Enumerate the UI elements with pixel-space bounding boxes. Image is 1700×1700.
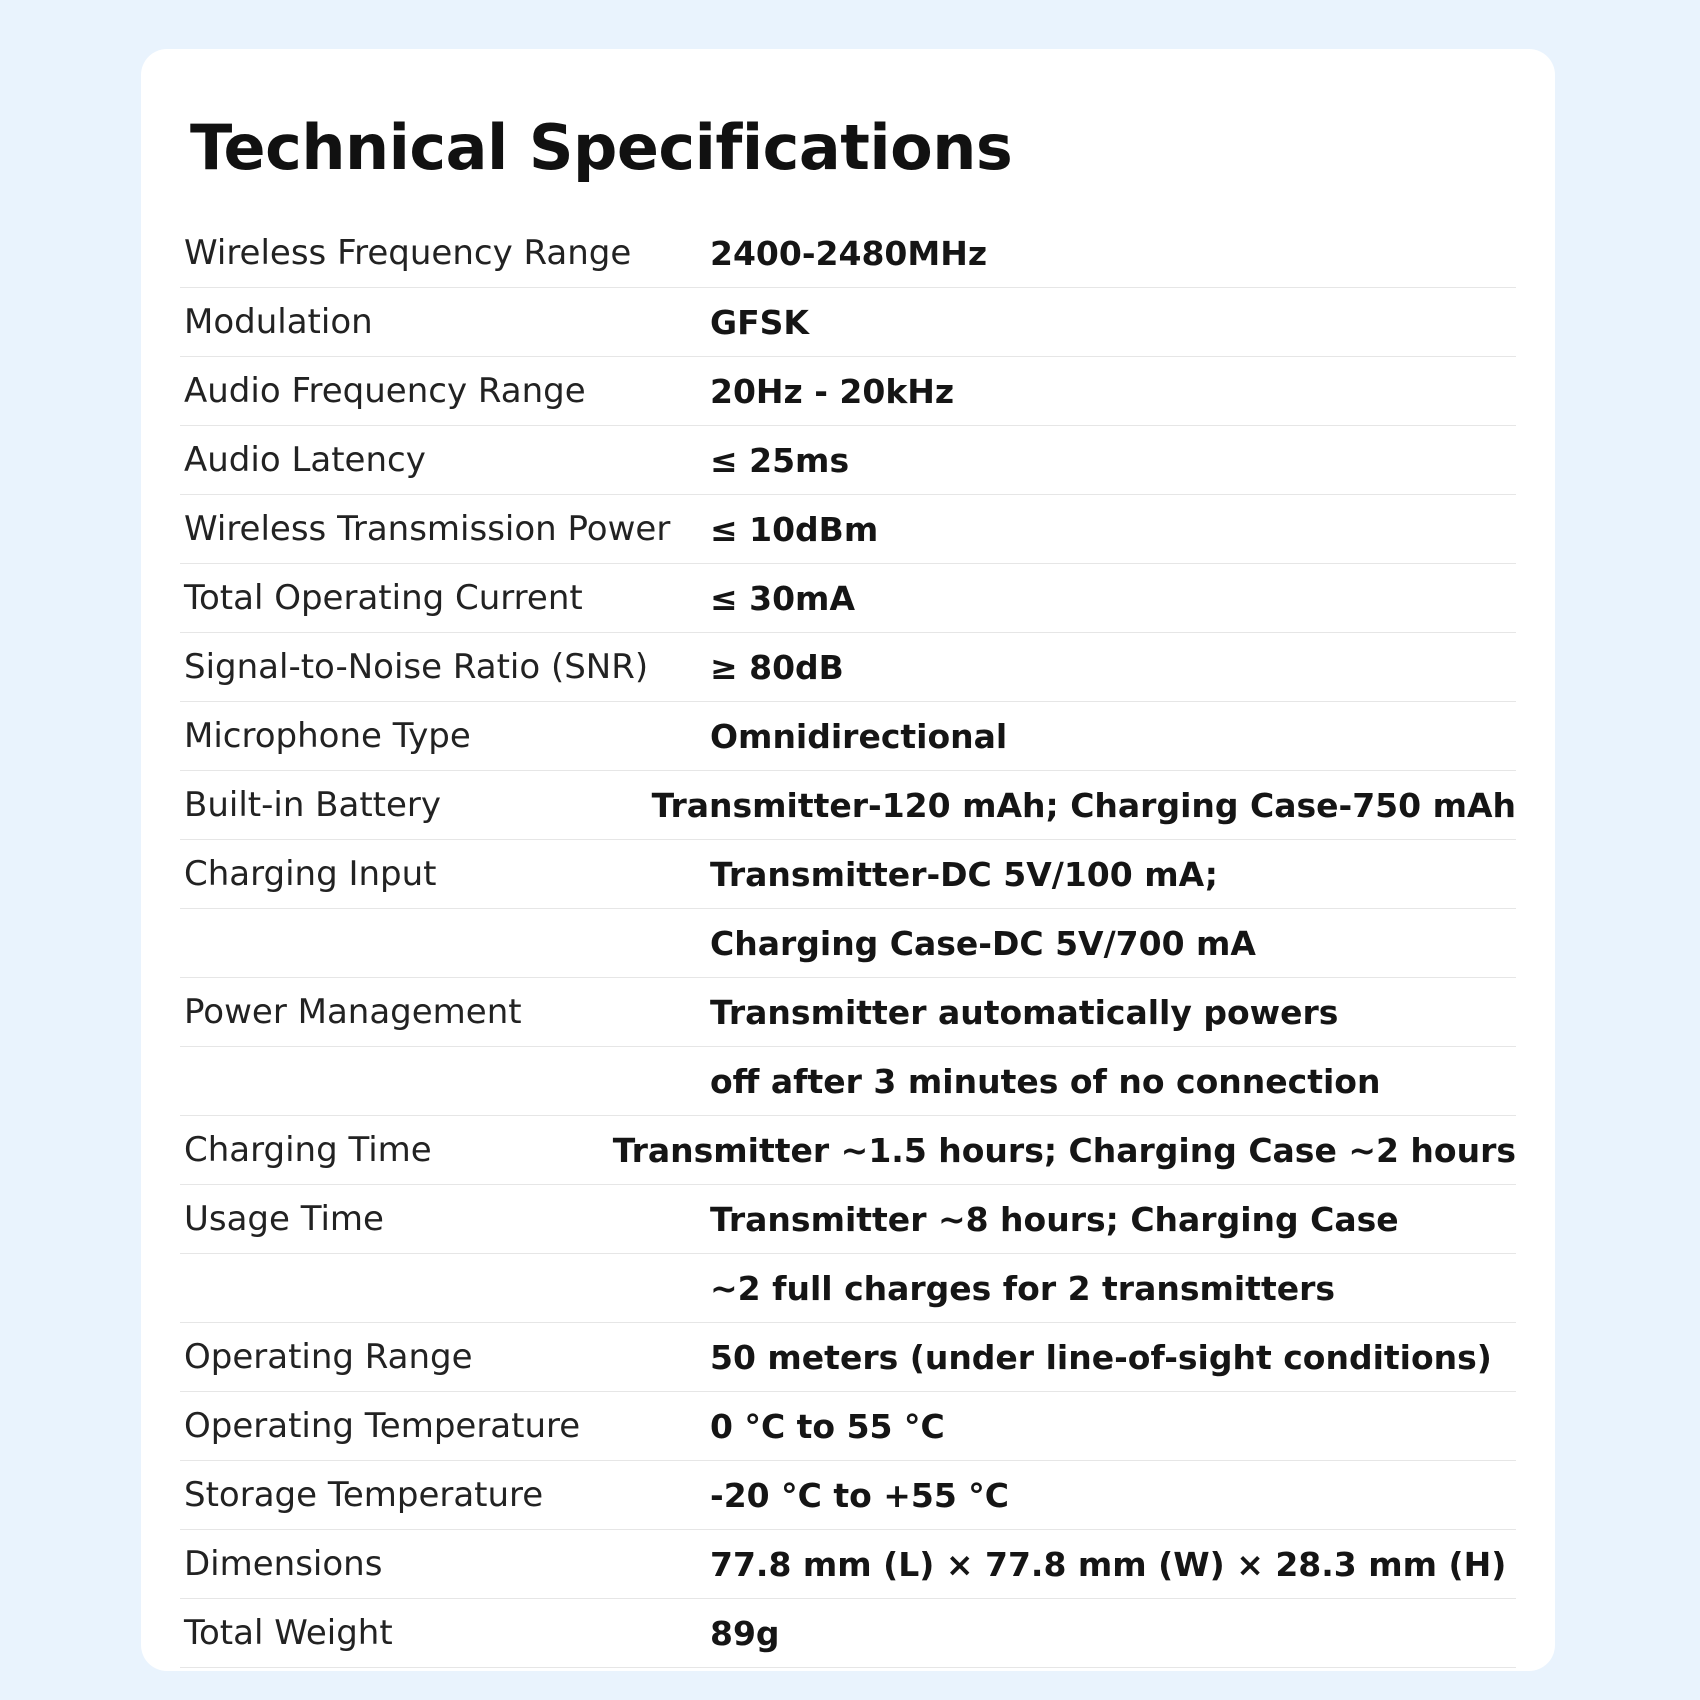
spec-value: ≥ 80dB (710, 647, 844, 687)
spec-label: Total Weight (184, 1613, 393, 1653)
spec-label: Storage Temperature (184, 1475, 544, 1515)
spec-row-power-management (180, 978, 1516, 1047)
spec-value: Transmitter-DC 5V/100 mA; (710, 854, 1218, 894)
spec-row-usage-time (180, 1185, 1516, 1254)
spec-value: -20 °C to +55 °C (710, 1475, 1010, 1515)
spec-value: 20Hz - 20kHz (710, 371, 955, 411)
spec-label: Operating Temperature (184, 1406, 581, 1446)
spec-value: ≤ 10dBm (710, 509, 879, 549)
spec-label: Wireless Transmission Power (184, 509, 671, 549)
spec-value: ~2 full charges for 2 transmitters (710, 1268, 1336, 1308)
spec-label: Microphone Type (184, 716, 471, 756)
spec-label: Operating Range (184, 1337, 473, 1377)
spec-label: Audio Latency (184, 440, 426, 480)
spec-row-charging-time (180, 1116, 1516, 1185)
spec-label: Audio Frequency Range (184, 371, 586, 411)
spec-label: Power Management (184, 992, 522, 1032)
spec-row-audio-frequency-range (180, 357, 1516, 426)
spec-value: GFSK (710, 302, 809, 342)
page-title: Technical Specifications (190, 111, 1013, 184)
spec-row-storage-temperature (180, 1461, 1516, 1530)
spec-value: ≤ 25ms (710, 440, 850, 480)
spec-label: Charging Input (184, 854, 437, 894)
spec-row-dimensions (180, 1530, 1516, 1599)
spec-label: Total Operating Current (184, 578, 583, 618)
spec-row-usage-time-continued (180, 1254, 1516, 1323)
spec-value: Transmitter automatically powers (710, 992, 1339, 1032)
spec-row-wireless-frequency-range (180, 219, 1516, 288)
spec-row-microphone-type (180, 702, 1516, 771)
spec-value: Transmitter ~1.5 hours; Charging Case ~2 hours (612, 1130, 1516, 1170)
spec-card (141, 49, 1555, 1671)
spec-label: Dimensions (184, 1544, 383, 1584)
spec-row-built-in-battery (180, 771, 1516, 840)
spec-value: 89g (710, 1613, 780, 1653)
spec-label: Wireless Frequency Range (184, 233, 632, 273)
spec-value: off after 3 minutes of no connection (710, 1061, 1381, 1101)
spec-value: 0 °C to 55 °C (710, 1406, 945, 1446)
spec-value: 2400-2480MHz (710, 233, 988, 273)
spec-row-operating-range (180, 1323, 1516, 1392)
spec-label: Signal-to-Noise Ratio (SNR) (184, 647, 649, 687)
spec-value: Transmitter-120 mAh; Charging Case-750 mAh (651, 785, 1516, 825)
spec-row-modulation (180, 288, 1516, 357)
spec-row-charging-input (180, 840, 1516, 909)
spec-row-wireless-transmission-power (180, 495, 1516, 564)
spec-label: Charging Time (184, 1130, 432, 1170)
spec-label: Modulation (184, 302, 373, 342)
spec-value: ≤ 30mA (710, 578, 855, 618)
spec-row-operating-temperature (180, 1392, 1516, 1461)
spec-value: 77.8 mm (L) × 77.8 mm (W) × 28.3 mm (H) (710, 1544, 1507, 1584)
spec-row-snr (180, 633, 1516, 702)
spec-table (180, 219, 1516, 1668)
spec-value: Charging Case-DC 5V/700 mA (710, 923, 1256, 963)
spec-value: 50 meters (under line-of-sight conditions) (710, 1337, 1492, 1377)
spec-row-audio-latency (180, 426, 1516, 495)
spec-row-power-management-continued (180, 1047, 1516, 1116)
spec-row-charging-input-continued (180, 909, 1516, 978)
spec-value: Transmitter ~8 hours; Charging Case (710, 1199, 1399, 1239)
spec-row-total-weight (180, 1599, 1516, 1668)
spec-label: Built-in Battery (184, 785, 442, 825)
spec-value: Omnidirectional (710, 716, 1008, 756)
spec-label: Usage Time (184, 1199, 384, 1239)
spec-row-total-operating-current (180, 564, 1516, 633)
